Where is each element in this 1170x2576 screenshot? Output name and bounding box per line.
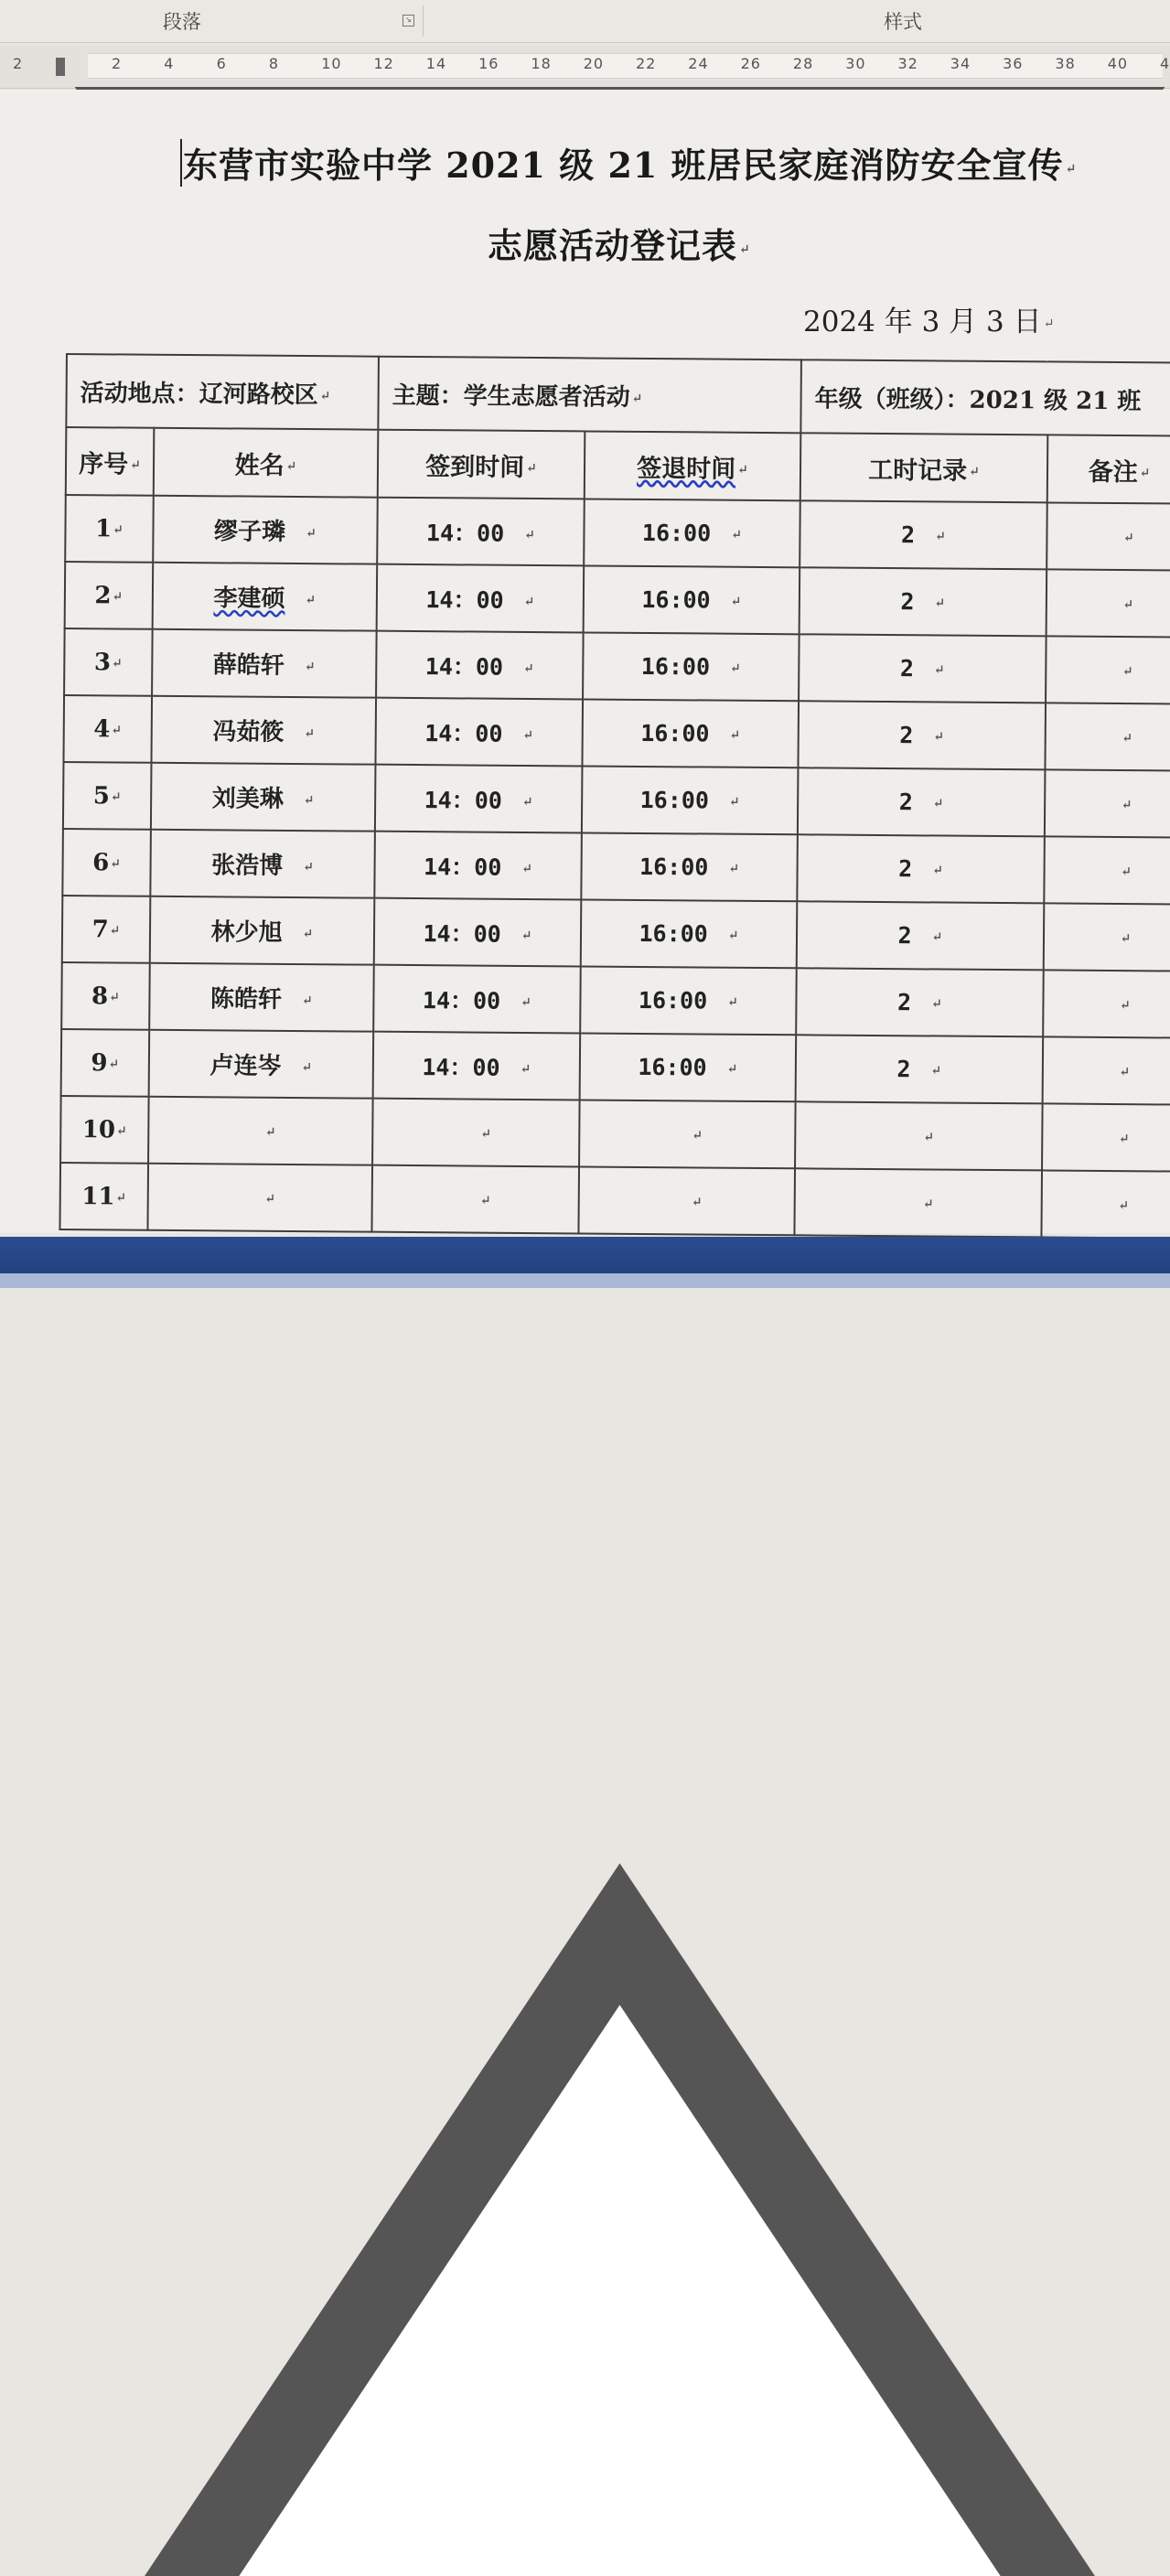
cell-no[interactable]: 9↵ xyxy=(61,1029,150,1097)
table-row xyxy=(61,1029,1170,1105)
cell-name[interactable]: 缪子璘 ↵ xyxy=(153,496,378,564)
text-cursor xyxy=(180,139,182,187)
table-row xyxy=(63,762,1170,838)
ruler-tick-7: 16 xyxy=(478,55,499,72)
ruler-tick-11: 24 xyxy=(688,55,709,72)
cell-note[interactable]: ↵ xyxy=(1045,703,1170,770)
cell-note[interactable]: ↵ xyxy=(1041,1170,1170,1238)
cell-hours[interactable]: 2 ↵ xyxy=(796,968,1044,1036)
cell-checkout[interactable]: 16:00 ↵ xyxy=(582,699,799,767)
cell-no[interactable]: 10↵ xyxy=(60,1096,149,1164)
cell-checkout[interactable]: 16:00 ↵ xyxy=(582,766,799,834)
cell-hours[interactable]: 2 ↵ xyxy=(797,901,1045,970)
cell-checkin[interactable]: 14：00 ↵ xyxy=(377,498,585,566)
ruler-tick-9: 20 xyxy=(583,55,605,72)
tab-selector-icon[interactable] xyxy=(55,57,66,77)
cell-checkin[interactable]: ↵ xyxy=(372,1099,580,1167)
ruler-tick-18: 38 xyxy=(1055,55,1076,72)
taskbar-highlight xyxy=(0,1273,1170,1288)
table-row xyxy=(62,896,1170,971)
cell-checkin[interactable]: 14：00 ↵ xyxy=(375,765,583,833)
document-date[interactable]: 2024 年 3 月 3 日 ↵ xyxy=(803,306,1055,338)
paragraph-group-label[interactable]: 段落 xyxy=(163,11,201,33)
cell-checkout[interactable]: 16:00 ↵ xyxy=(581,832,798,901)
cell-note[interactable]: ↵ xyxy=(1047,569,1170,637)
cell-note[interactable]: ↵ xyxy=(1047,502,1170,570)
cell-checkout[interactable]: 16:00 ↵ xyxy=(580,1033,797,1101)
cell-checkin[interactable]: 14：00 ↵ xyxy=(373,1032,581,1100)
ruler-tick-12: 26 xyxy=(740,55,761,72)
activity-location-cell[interactable]: 活动地点：辽河路校区 ↵ xyxy=(66,354,379,430)
ruler-tick-19: 40 xyxy=(1107,55,1129,72)
cell-note[interactable]: ↵ xyxy=(1043,1036,1170,1104)
cell-note[interactable]: ↵ xyxy=(1046,636,1170,703)
cell-hours[interactable]: ↵ xyxy=(794,1168,1042,1237)
header-hours[interactable]: 工时记录 ↵ xyxy=(800,433,1048,502)
table-row xyxy=(63,695,1170,771)
table-header-row xyxy=(66,427,1170,504)
document-title-line1[interactable]: 东营市实验中学 2021 级 21 班居民家庭消防安全宣传 ↵ xyxy=(183,145,1078,186)
cell-checkin[interactable]: 14：00 ↵ xyxy=(377,564,585,633)
ruler-tick-15: 32 xyxy=(897,55,918,72)
ruler-tick-20: 4 xyxy=(1160,55,1170,72)
cell-name[interactable]: 张浩博 ↵ xyxy=(150,830,375,898)
document-title-line2[interactable]: 志愿活动登记表 ↵ xyxy=(488,225,751,266)
cell-checkin[interactable]: 14：00 ↵ xyxy=(376,631,584,700)
cell-note[interactable]: ↵ xyxy=(1045,769,1170,837)
cell-checkin[interactable]: 14：00 ↵ xyxy=(375,698,583,767)
cell-checkout[interactable]: 16:00 ↵ xyxy=(584,565,800,634)
activity-theme-cell[interactable]: 主题：学生志愿者活动 ↵ xyxy=(378,357,801,434)
header-no[interactable]: 序号 ↵ xyxy=(66,427,155,496)
cell-no[interactable]: 11↵ xyxy=(59,1163,148,1230)
cell-checkout[interactable]: 16:00 ↵ xyxy=(581,899,798,968)
cell-note[interactable]: ↵ xyxy=(1043,970,1170,1037)
table-row xyxy=(60,1096,1170,1172)
cell-name[interactable]: ↵ xyxy=(147,1164,372,1232)
cell-hours[interactable]: 2 ↵ xyxy=(799,634,1047,703)
cell-no[interactable]: 1↵ xyxy=(65,495,154,563)
ruler-tick-5: 12 xyxy=(373,55,394,72)
cell-checkin[interactable]: 14：00 ↵ xyxy=(374,832,582,900)
table-row xyxy=(64,628,1170,704)
ruler-tick-2: 6 xyxy=(216,55,227,72)
taskbar xyxy=(0,1237,1170,1288)
cell-no[interactable]: 2↵ xyxy=(65,562,154,629)
paragraph-dialog-launcher-icon[interactable]: ↘ xyxy=(403,15,414,27)
ruler-tick-14: 30 xyxy=(845,55,866,72)
ruler-tick-6: 14 xyxy=(425,55,447,72)
ruler-tick-13: 28 xyxy=(792,55,814,72)
cell-note[interactable]: ↵ xyxy=(1042,1103,1170,1171)
ruler-tick-17: 36 xyxy=(1003,55,1024,72)
ruler-tick-3: 8 xyxy=(268,55,280,72)
header-checkin[interactable]: 签到时间 ↵ xyxy=(378,430,585,499)
cell-hours[interactable]: 2 ↵ xyxy=(800,567,1047,636)
cell-name[interactable]: 刘美琳 ↵ xyxy=(151,763,376,832)
table-row xyxy=(59,1163,1170,1239)
table-row xyxy=(65,562,1170,638)
header-note[interactable]: 备注 ↵ xyxy=(1047,435,1170,503)
cell-checkout[interactable]: 16:00 ↵ xyxy=(580,966,797,1035)
cell-hours[interactable]: 2 ↵ xyxy=(796,1035,1044,1103)
styles-group-label[interactable]: 样式 xyxy=(884,11,922,33)
ribbon xyxy=(0,0,1170,43)
cell-name[interactable]: 薛皓轩 ↵ xyxy=(152,629,377,698)
cell-name[interactable]: ↵ xyxy=(148,1097,373,1165)
ruler-tick-1: 4 xyxy=(164,55,175,72)
cell-note[interactable]: ↵ xyxy=(1044,903,1170,971)
cell-checkin[interactable]: ↵ xyxy=(371,1165,579,1234)
cell-hours[interactable]: 2 ↵ xyxy=(797,834,1045,903)
ruler-tick-4: 10 xyxy=(321,55,342,72)
table-row xyxy=(61,962,1170,1038)
cell-checkout[interactable]: ↵ xyxy=(578,1166,795,1235)
table-info-row xyxy=(66,354,1170,436)
cell-checkout[interactable]: 16:00 ↵ xyxy=(583,632,800,701)
cell-hours[interactable]: 2 ↵ xyxy=(800,500,1047,569)
cell-name[interactable]: 卢连岑 ↵ xyxy=(149,1030,374,1099)
cell-checkin[interactable]: 14：00 ↵ xyxy=(374,898,582,967)
cell-name[interactable]: 冯茹筱 ↵ xyxy=(151,696,376,765)
cell-no[interactable]: 4↵ xyxy=(63,695,152,763)
ruler-tick-8: 18 xyxy=(531,55,552,72)
cell-name[interactable]: 陈皓轩 ↵ xyxy=(149,963,374,1032)
cell-no[interactable]: 3↵ xyxy=(64,628,153,696)
table-row xyxy=(62,829,1170,905)
cell-name[interactable]: 李建硕 ↵ xyxy=(153,563,378,631)
cell-no[interactable]: 8↵ xyxy=(61,962,150,1030)
cell-hours[interactable]: 2 ↵ xyxy=(798,701,1046,769)
cell-checkout[interactable]: ↵ xyxy=(579,1100,796,1168)
ribbon-separator xyxy=(423,5,424,37)
cell-name[interactable]: 林少旭 ↵ xyxy=(150,896,375,965)
cell-no[interactable]: 6↵ xyxy=(62,829,151,896)
cell-no[interactable]: 5↵ xyxy=(63,762,152,830)
ruler-tick-16: 34 xyxy=(950,55,971,72)
cell-checkout[interactable]: 16:00 ↵ xyxy=(584,499,800,567)
header-name[interactable]: 姓名 ↵ xyxy=(154,428,379,498)
ruler-tick-0: 2 xyxy=(112,55,123,72)
cell-hours[interactable]: 2 ↵ xyxy=(798,767,1046,836)
cell-hours[interactable]: ↵ xyxy=(795,1101,1043,1170)
table-row xyxy=(65,495,1170,571)
ruler-left-label: 2 xyxy=(13,55,24,72)
header-checkout[interactable]: 签退时间 ↵ xyxy=(585,431,801,500)
cell-note[interactable]: ↵ xyxy=(1044,836,1170,904)
ruler-tick-10: 22 xyxy=(636,55,657,72)
cell-checkin[interactable]: 14：00 ↵ xyxy=(373,965,581,1034)
volunteer-registration-table[interactable] xyxy=(59,353,1170,1240)
grade-class-cell[interactable]: 年级（班级）：2021 级 21 班 xyxy=(800,360,1170,435)
cell-no[interactable]: 7↵ xyxy=(62,896,151,963)
